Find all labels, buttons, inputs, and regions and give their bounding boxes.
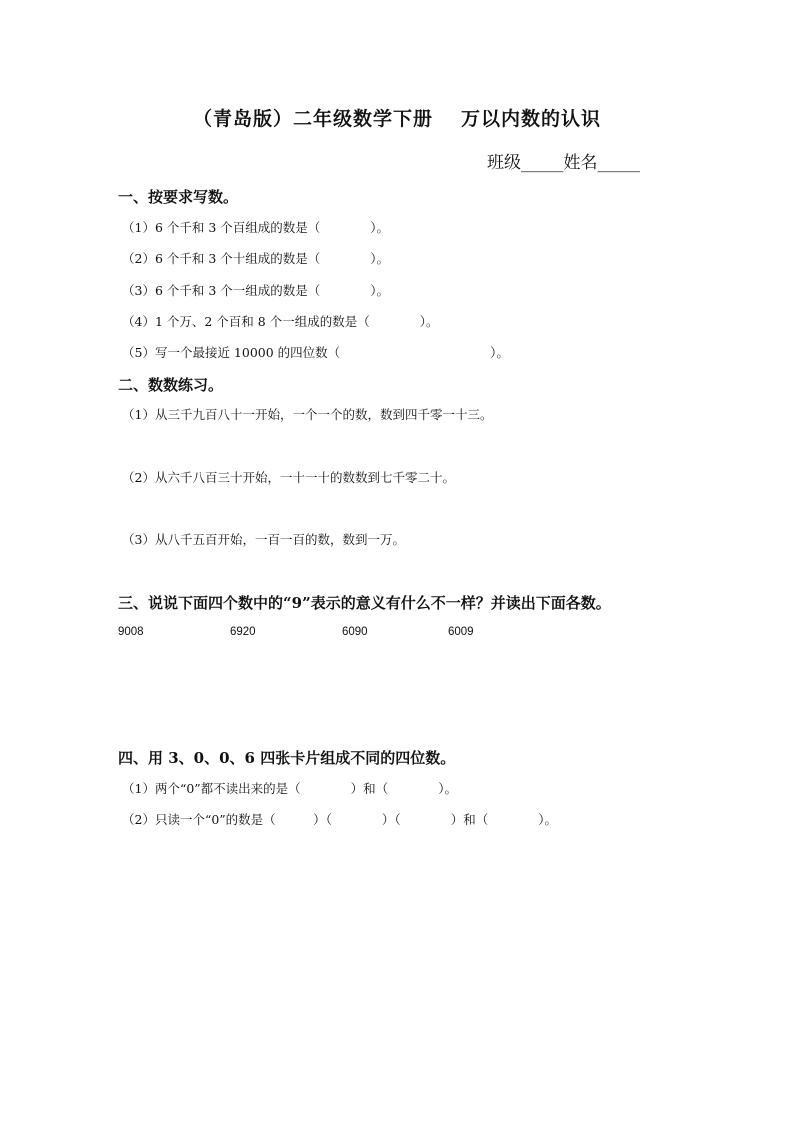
section2-heading: 二、数数练习。 <box>118 376 224 394</box>
student-info-line <box>487 148 640 173</box>
number-1: 9008 <box>118 626 144 638</box>
number-3: 6090 <box>342 626 368 638</box>
number-4: 6009 <box>448 626 474 638</box>
section1-item-3: （3）6 个千和 3 个一组成的数是（ ）。 <box>122 283 390 298</box>
section2-item-2: （2）从六千八百三十开始，一十一十的数数到七千零二十。 <box>122 470 455 485</box>
section1-item-4: （4）1 个万、2 个百和 8 个一组成的数是（ ）。 <box>122 314 439 329</box>
number-2: 6920 <box>230 626 256 638</box>
section1-item-2: （2）6 个千和 3 个十组成的数是（ ）。 <box>122 251 390 266</box>
section4-item-1: （1）两个“0”都不读出来的是（ ）和（ ）。 <box>122 781 457 796</box>
section1-heading: 一、按要求写数。 <box>118 188 239 206</box>
name-blank: _____ <box>597 153 640 173</box>
section2-item-3: （3）从八千五百开始，一百一百的数，数到一万。 <box>122 532 405 547</box>
name-label: 姓名 <box>563 153 598 173</box>
class-label: 班级 <box>487 153 521 173</box>
title-topic-text: 万以内数的认识 <box>461 108 602 130</box>
section3-heading: 三、说说下面四个数中的“9”表示的意义有什么不一样？并读出下面各数。 <box>118 594 611 612</box>
section4-heading: 四、用 3、0、0、6 四张卡片组成不同的四位数。 <box>118 749 456 767</box>
page-title <box>0 104 794 131</box>
class-blank: _____ <box>521 153 564 173</box>
title-grade-text: （青岛版）二年级数学下册 <box>192 108 433 130</box>
section2-item-1: （1）从三千九百八十一开始，一个一个的数，数到四千零一十三。 <box>122 407 493 422</box>
section1-item-5: （5）写一个最接近 10000 的四位数（ ）。 <box>122 345 509 360</box>
section1-item-1: （1）6 个千和 3 个百组成的数是（ ）。 <box>122 220 390 235</box>
section4-item-2: （2）只读一个“0”的数是（ ）（ ）（ ）和（ ）。 <box>122 812 557 827</box>
